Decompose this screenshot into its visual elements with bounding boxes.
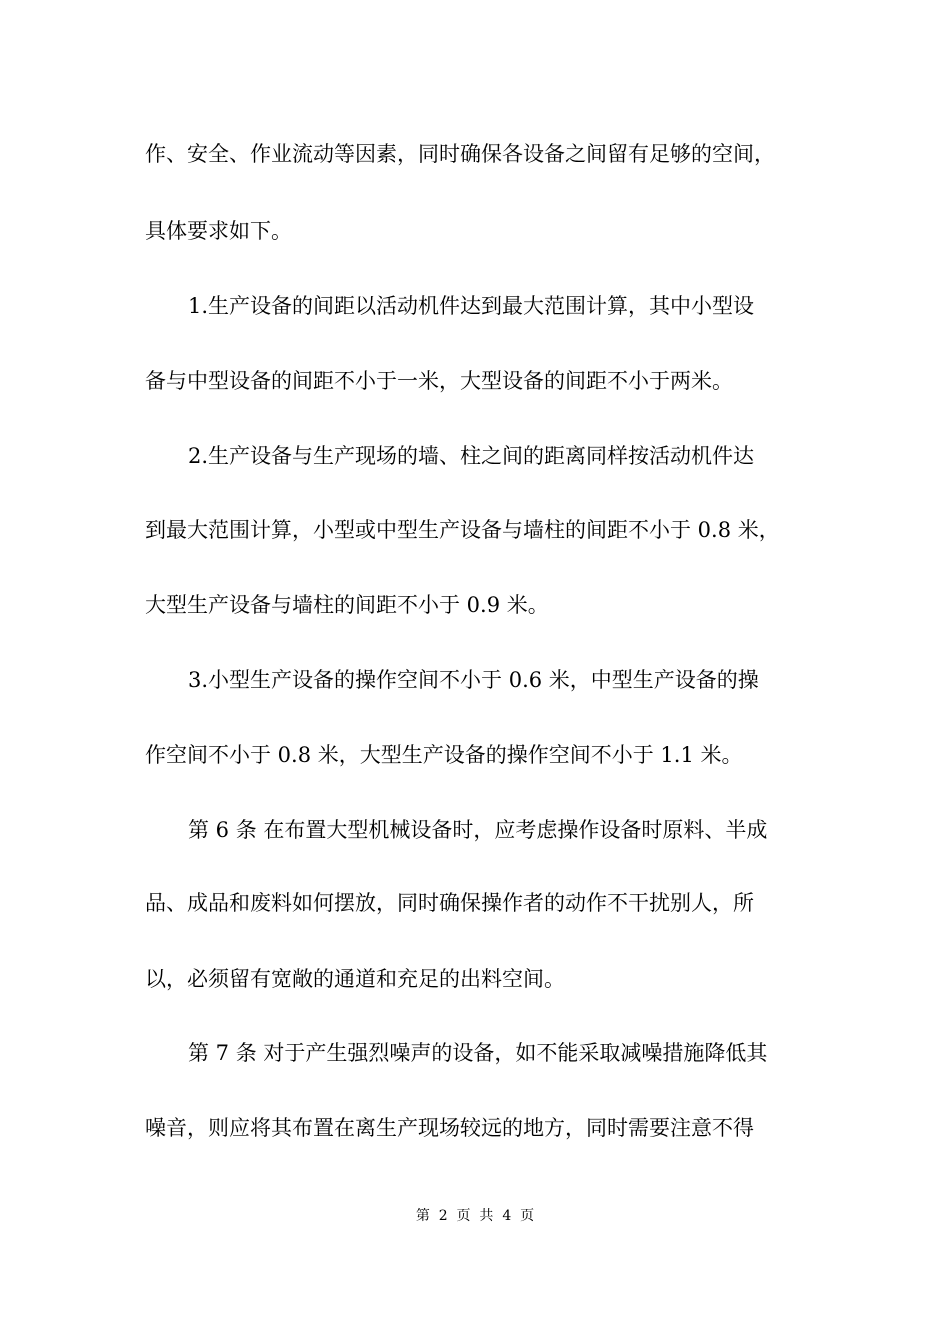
body-text-line: 品、成品和废料如何摆放，同时确保操作者的动作不干扰别人，所 [145, 891, 754, 915]
page-number-footer: 第 2 页 共 4 页 [415, 1208, 535, 1224]
body-text-line: 作空间不小于 0.8 米，大型生产设备的操作空间不小于 1.1 米。 [145, 743, 743, 767]
body-text-line: 到最大范围计算，小型或中型生产设备与墙柱的间距不小于 0.8 米， [145, 518, 780, 542]
body-text-line: 1.生产设备的间距以活动机件达到最大范围计算，其中小型设 [188, 294, 755, 318]
body-text-line: 2.生产设备与生产现场的墙、柱之间的距离同样按活动机件达 [188, 444, 755, 468]
body-text-line: 大型生产设备与墙柱的间距不小于 0.9 米。 [145, 593, 549, 617]
body-text-line: 具体要求如下。 [145, 219, 292, 243]
body-text-line: 3.小型生产设备的操作空间不小于 0.6 米，中型生产设备的操 [188, 668, 759, 692]
body-text-line: 作、安全、作业流动等因素，同时确保各设备之间留有足够的空间， [145, 142, 775, 166]
body-text-line: 第 6 条 在布置大型机械设备时，应考虑操作设备时原料、半成 [188, 818, 768, 842]
body-text-line: 第 7 条 对于产生强烈噪声的设备，如不能采取减噪措施降低其 [188, 1041, 768, 1065]
body-text-line: 备与中型设备的间距不小于一米，大型设备的间距不小于两米。 [145, 369, 733, 393]
body-text-line: 噪音，则应将其布置在离生产现场较远的地方，同时需要注意不得 [145, 1116, 754, 1140]
body-text-line: 以，必须留有宽敞的通道和充足的出料空间。 [145, 967, 565, 991]
